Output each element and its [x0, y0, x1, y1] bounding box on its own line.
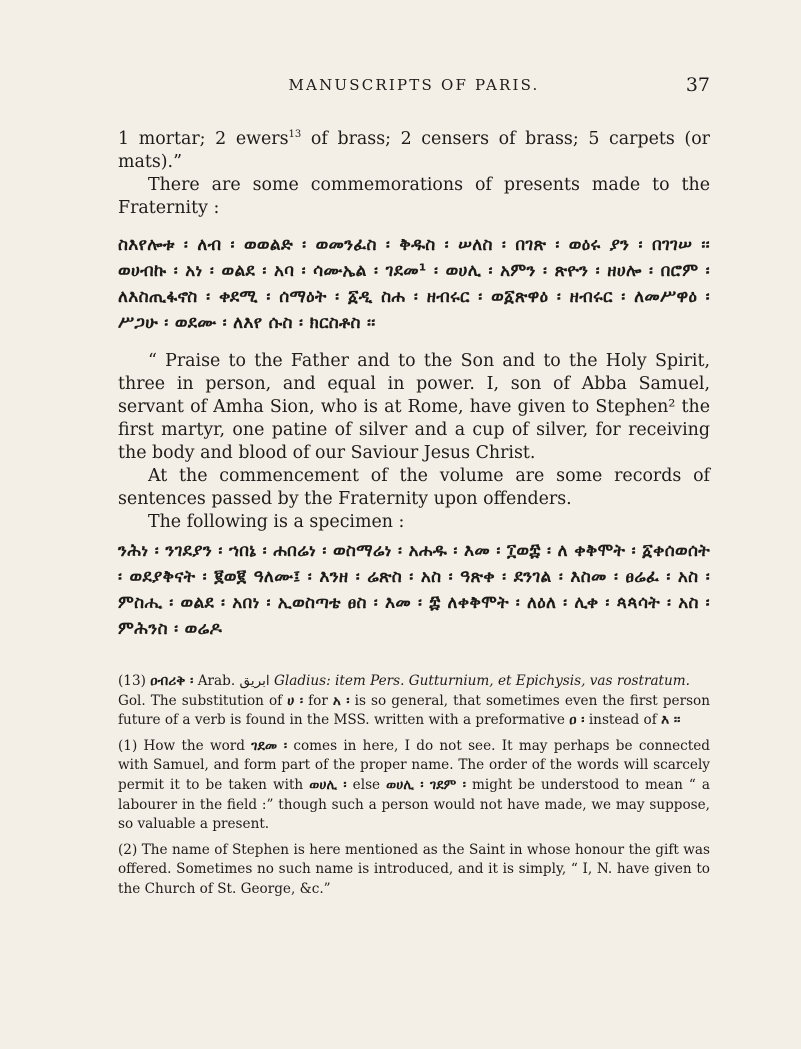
paragraph-records: At the commencement of the volume are some records of sentences passed by the Fraternity upon offenders. [118, 466, 710, 509]
paragraph-specimen: The following is a specimen : [148, 512, 405, 532]
footnote-13: (13) ዐብሪቅ ፡ Arab. ابريق Gladius: item Pers. Gutturnium, et Epichysis, vas rostratum. Gol. The substitution of ሀ ፡ for አ ፡ is so general, that sometimes even the first person future of a verb is found in the MSS. written with a preformative ዐ ፡ instead of እ ፡፡ [118, 673, 710, 729]
footnotes [118, 672, 710, 900]
footnote-ref-13: 13 [288, 129, 302, 141]
paragraph-translation: “ Praise to the Father and to the Son and to the Holy Spirit, three in person, and equal in power. I, son of Abba Samuel, servant of Amha Sion, who is at Rome, have given to Stephen² the first martyr, one patine of silver and a cup of silver, for receiving the body and blood of our Saviour Jesus Christ. [118, 351, 710, 463]
paragraph-commemorations: There are some commemorations of presents made to the Fraternity : [118, 175, 710, 218]
page-header [118, 76, 710, 106]
main-text [118, 128, 710, 906]
footnote-2: (2) The name of Stephen is here mentioned as the Saint in whose honour the gift was offered. Sometimes no such name is introduced, and it is simply, “ I, N. have given to the Church of St. George, &c.” [118, 841, 710, 897]
footnote-1: (1) How the word ገደመ ፡ comes in here, I do not see. It may perhaps be connected with Samuel, and form part of the proper name. The order of the words will scarcely permit it to be taken with ወሀሊ ፡ else ወሀሊ ፡ ገደም ፡ might be understood to mean “ a labourer in the field :” though such a person would not have made, we may suppose, so valuable a present. [118, 737, 710, 833]
paragraph-inventory: 1 mortar; 2 ewers$^{13}$ of brass; 2 censers of brass; 5 carpets (or mats).” [118, 129, 710, 172]
page-number: 37 [685, 74, 710, 96]
ethiopic-passage-1: ስእየሎቱ ፡ ለብ ፡ ወወልድ ፡ ወመንፈስ ፡ ቅዱስ ፡ ሠለስ ፡ በገጽ ፡ ወዕሩ ያን ፡ በገገሠ ፡፡ ወሀብኩ ፡ አነ ፡ ወልደ ፡ አባ ፡ ሳሙኤል ፡ ገደመ¹ ፡ ወሀሊ ፡ አምን ፡ ጽዮን ፡ ዘሀሎ ፡ በሮም ፡ ለእስጢፋኖስ ፡ ቀደሚ ፡ ሰማዕት ፡ ፩ዲ ስሐ ፡ ዘብሩር ፡ ወ፩ጽዋዕ ፡ ዘብሩር ፡ ለመሥዋዕ ፡ ሥጋሁ ፡ ወደሙ ፡ ለእየ ሱስ ፡ ክርስቶስ ፡፡ [118, 235, 710, 333]
ethiopic-passage-2: ንሕነ ፡ ንገደያን ፡ ኀበኔ ፡ ሐበሬነ ፡ ወስማሬነ ፡ አሐዱ ፡ እመ ፡ ፲ወ፰ ፡ ለ ቀቅሞት ፡ ፩ቀሰወሰት ፡ ወደያቅናት ፡ ፪ወ፪ ዓለሙ፤ ፡ እንዘ ፡ ሬጽስ ፡ አስ ፡ ዓጽቀ ፡ ደንገል ፡ እስመ ፡ ፀሬፈ ፡ አስ ፡ ምስሒ ፡ ወልደ ፡ አበነ ፡ ኢወስጣቴ ፀስ ፡ እመ ፡ ፰ ለቀቅሞት ፡ ለዕለ ፡ ሊቀ ፡ ጳጳሳት ፡ አስ ፡ ምሕንስ ፡ ወሬዶ [118, 541, 710, 639]
running-head: MANUSCRIPTS OF PARIS. [288, 76, 540, 94]
